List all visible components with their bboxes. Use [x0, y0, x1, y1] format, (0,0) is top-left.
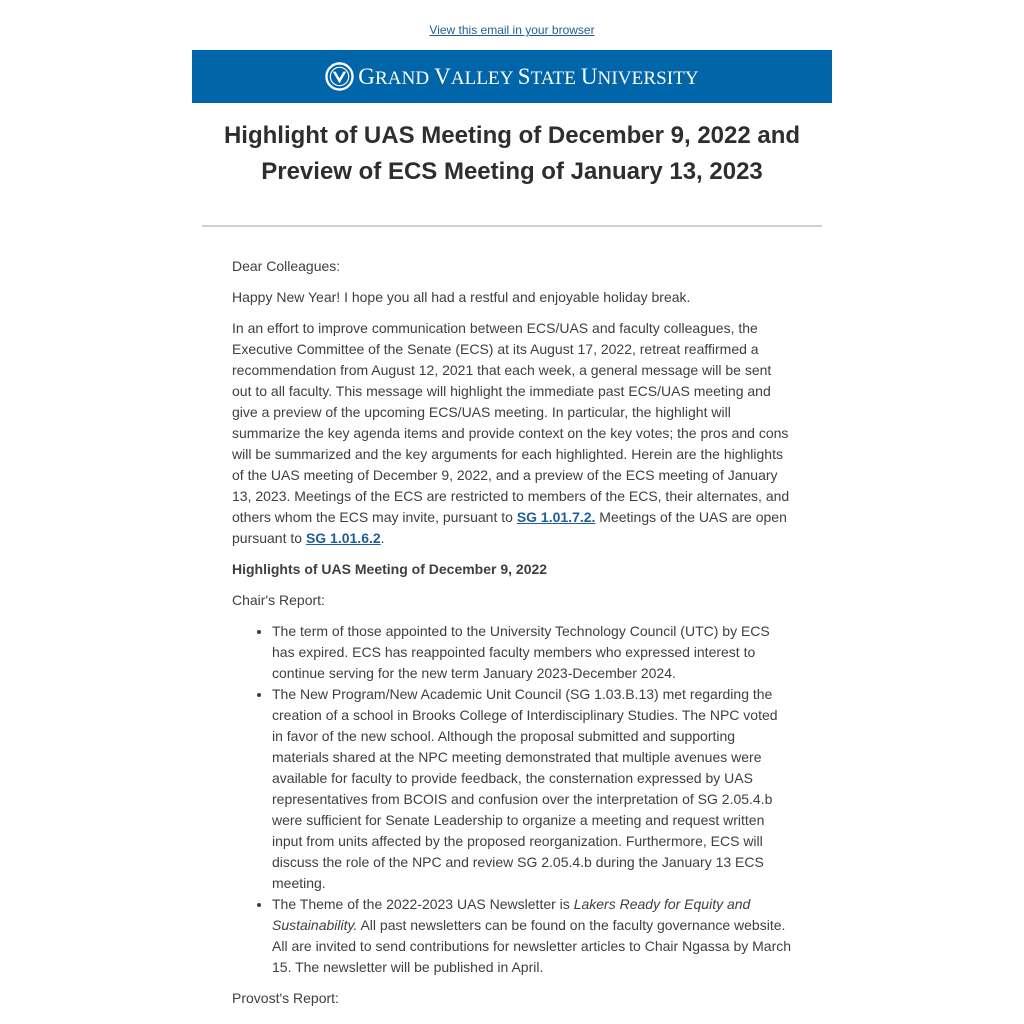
divider	[202, 225, 822, 227]
list-item: • The Theme of the 2022-2023 UAS Newsletter is Lakers Ready for Equity and Sustainability. All past newsletters can be found on the faculty governance website. All are invited to send contributions for newsletter articles to Chair Ngassa by March 15. The newsletter will be published in April.	[272, 894, 792, 978]
gvsu-seal-icon	[325, 62, 354, 91]
list-item: • The New Program/New Academic Unit Council (SG 1.03.B.13) met regarding the creation of a school in Brooks College of Interdisciplinary Studies. The NPC voted in favor of the new school. Although the proposal submitted and supporting materials shared at the NPC meeting demonstrated that multiple avenues were available for faculty to provide feedback, the consternation expressed by UAS representatives from BCOIS and confusion over the interpretation of SG 2.05.4.b were sufficient for Senate Leadership to organize a meeting and request written input from units affected by the proposed reorganization. Furthermore, ECS will discuss the role of the NPC and review SG 2.05.4.b during the January 13 ECS meeting.	[272, 684, 792, 894]
title-line-2: Preview of ECS Meeting of January 13, 2023	[261, 158, 763, 185]
new-year-message: Happy New Year! I hope you all had a restful and enjoyable holiday break.	[232, 289, 691, 305]
page-title	[192, 118, 832, 190]
header-banner	[192, 50, 832, 103]
section-heading: Highlights of UAS Meeting of December 9, 2022	[232, 561, 548, 577]
gvsu-logo[interactable]	[325, 62, 698, 91]
chairs-report-list	[272, 621, 792, 978]
sg-1-01-7-2-link[interactable]: SG 1.01.7.2.	[516, 509, 596, 525]
view-in-browser-link[interactable]: View this email in your browser	[429, 23, 595, 37]
email-body	[232, 256, 792, 1019]
provosts-report-label: Provost's Report:	[232, 990, 339, 1006]
greeting: Dear Colleagues:	[232, 258, 341, 274]
title-line-1: Highlight of UAS Meeting of December 9, 2022 and	[223, 122, 801, 149]
list-item: • The term of those appointed to the University Technology Council (UTC) by ECS has expired. ECS has reappointed faculty members who expressed interest to continue serving for the new term January 2023-December 2024.	[272, 621, 792, 684]
gvsu-wordmark: GRAND VALLEY STATE UNIVERSITY	[358, 63, 699, 89]
sg-1-01-6-2-link[interactable]: SG 1.01.6.2	[305, 530, 381, 546]
chairs-report-label: Chair's Report:	[232, 592, 325, 608]
view-in-browser-row	[0, 0, 1024, 50]
intro-paragraph: In an effort to improve communication between ECS/UAS and faculty colleagues, the Executive Committee of the Senate (ECS) at its August 17, 2022, retreat reaffirmed a recommendation from August 12, 2021 that each week, a general message will be sent out to all faculty. This message will highlight the immediate past ECS/UAS meeting and give a preview of the upcoming ECS/UAS meeting. In particular, the highlight will summarize the key agenda items and provide context on the key votes; the pros and cons will be summarized and the key arguments for each highlighted. Herein are the highlights of the UAS meeting of December 9, 2022, and a preview of the ECS meeting of January 13, 2023. Meetings of the ECS are restricted to members of the ECS, their alternates, and others whom the ECS may invite, pursuant to SG 1.01.7.2. Meetings of the UAS are open pursuant to SG 1.01.6.2.	[232, 320, 790, 546]
